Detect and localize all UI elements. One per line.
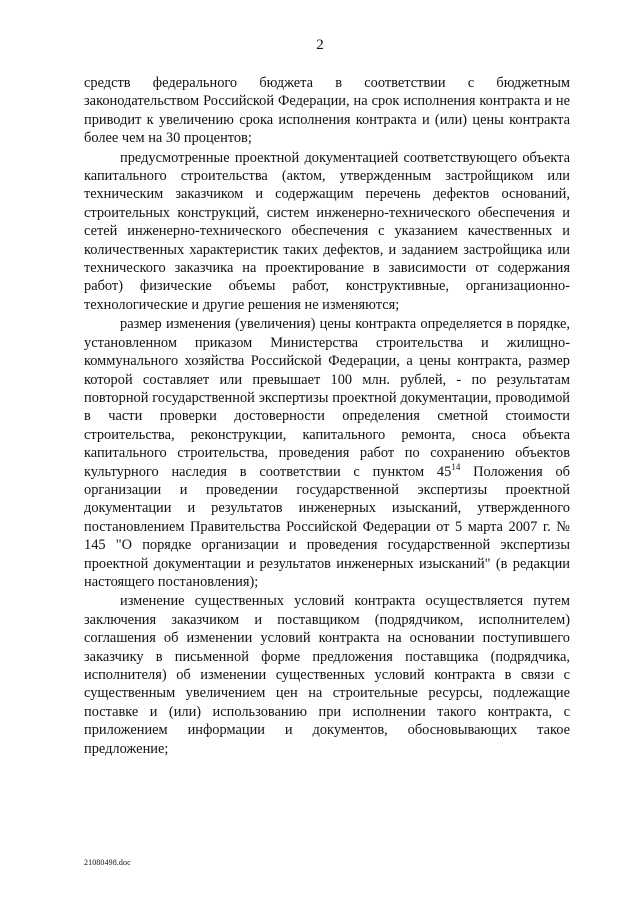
footnote-superscript: 14 — [451, 461, 461, 472]
paragraph-price-change-part1: размер изменения (увеличения) цены контракта определяется в порядке, установленном приказом Министерства строительства и жилищно-коммунального хозяйства Российской Федерации, а цены контракта, размер которой составляет или превышает 100 млн. рублей, - по результатам повторной государственной экспертизы проектной документации, проводимой в части проверки достоверности определения сметной стоимости строительства, реконструкции, капитального ремонта, сноса объекта капитального строительства, проведения работ по сохранению объектов культурного наследия в соответствии с пунктом 45 — [84, 316, 570, 480]
paragraph-price-change — [84, 315, 570, 591]
document-file-code: 21080498.doc — [84, 858, 131, 867]
paragraph-budget-term: средств федерального бюджета в соответствии с бюджетным законодательством Российской Федерации, на срок исполнения контракта и не приводит к увеличению срока исполнения контракта и (или) цены контракта более чем на 30 процентов; — [84, 75, 570, 147]
paragraph-price-change-part2: Положения об организации и проведении государственной экспертизы проектной документации и результатов инженерных изысканий, утвержденного постановлением Правительства Российской Федерации от 5 марта 2007 г. № 145 "О порядке организации и проведения государственной экспертизы проектной документации и результатов инженерных изысканий" (в редакции настоящего постановления); — [84, 463, 571, 590]
document-body — [84, 74, 570, 759]
paragraph-contract-amendment: изменение существенных условий контракта осуществляется путем заключения заказчиком и поставщиком (подрядчиком, исполнителем) соглашения об изменении условий контракта на основании поступившего заказчику в письменной форме предложения поставщика (подрядчика, исполнителя) об изменении существенных условий контракта в связи с существенным увеличением цен на строительные ресурсы, подлежащие поставке и (или) использованию при исполнении такого контракта, с приложением информации и документов, обосновывающих такое предложение; — [84, 593, 570, 757]
paragraph-design-documentation: предусмотренные проектной документацией соответствующего объекта капитального строительства (актом, утвержденным застройщиком или техническим заказчиком и содержащим перечень дефектов оснований, строительных конструкций, систем инженерно-технического обеспечения и сетей инженерно-технического обеспечения с указанием качественных и количественных характеристик таких дефектов, и заданием застройщика или технического заказчика на проектирование в зависимости от содержания работ) физические объемы работ, конструктивные, организационно-технологические и другие решения не изменяются; — [84, 149, 570, 313]
page-number: 2 — [316, 37, 324, 53]
